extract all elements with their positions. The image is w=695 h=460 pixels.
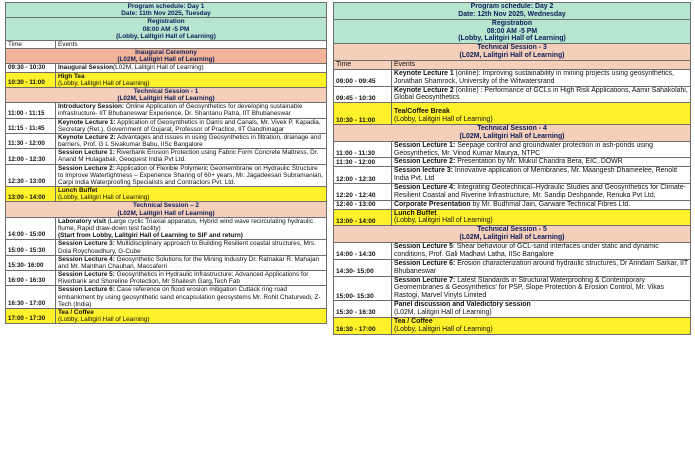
event-description: Application of Flexible Polymeric Geomembrane on Hydraulic Structure to Improve Watertightness – Experience Sharing of 60+ years, Mr. Jagadeesan Subramanian, Carpi India Waterproofing Specialists and Contractors Pvt. Ltd. — [58, 164, 323, 186]
day1-event-row — [6, 240, 327, 255]
event-description: Advantages and issues in using Geosynthetics in filtration, drainage and barriers, Prof. G L Sivakumar Babu, IISc Bangalore — [58, 133, 321, 149]
event-time: 11:00 - 11:30 — [334, 141, 392, 158]
event-time: 15:30- 16:00 — [6, 255, 56, 270]
event-description: : Shear behaviour of GCL-sand interfaces under static and dynamic conditions, Prof. Gali Madhavi Latha, IISc Bangalore — [394, 243, 659, 258]
day1-date: Date: 11th Nov 2025, Tuesday — [121, 10, 211, 18]
day1-events-header: Events — [56, 40, 327, 48]
event-details — [392, 103, 691, 125]
day1-event-row — [6, 217, 327, 240]
session-location: (L02M, Lalitgiri Hall of Learning) — [117, 95, 215, 103]
day2-session-row — [334, 44, 691, 61]
day1-event-row — [6, 286, 327, 309]
event-description: Geosynthetics in Hydraulic Infrastructure: Advanced Applications for Riverbank and Shoreline Protection, Mr Shailesh Garg,Tech Fab — [58, 271, 309, 286]
event-details — [56, 187, 327, 202]
break-title: Lunch Buffet — [58, 187, 98, 195]
break-location: (Lobby, Lalitgiri Hall of Learning) — [394, 217, 493, 225]
day1-registration-row — [6, 18, 327, 41]
day1-session-row — [6, 202, 327, 217]
event-title: Session Lecture 5 — [394, 243, 453, 251]
event-title: Keynote Lecture 1: — [58, 118, 116, 126]
day2-session-cell — [334, 44, 691, 61]
session-title: Technical Session - 4 — [477, 125, 547, 133]
event-details — [392, 184, 691, 201]
event-time: 17:00 - 17:30 — [6, 308, 56, 323]
event-title: Session Lecture 1: — [58, 149, 115, 157]
day2-break-row — [334, 209, 691, 226]
event-time: 15:00- 15:30 — [334, 276, 392, 301]
break-location: (Lobby, Lalitgiri Hall of Learning) — [394, 325, 493, 333]
day1-registration-location: (Lobby, Lalitgiri Hall of Learning) — [116, 32, 216, 40]
day1-ceremony-row — [6, 49, 327, 64]
event-details — [392, 276, 691, 301]
day2-event-row — [334, 141, 691, 158]
event-details — [392, 243, 691, 260]
event-time: 10:30 - 11:00 — [334, 103, 392, 125]
event-time: 10:30 - 11:00 — [6, 72, 56, 87]
day2-event-row — [334, 167, 691, 184]
day2-event-row — [334, 276, 691, 301]
day1-session-cell — [6, 87, 327, 102]
day2-session-row — [334, 125, 691, 142]
day1-event-row — [6, 255, 327, 270]
day2-session-cell — [334, 125, 691, 142]
event-details — [56, 217, 327, 240]
ceremony-location: (L02M, Lalitgiri Hall of Learning) — [117, 56, 215, 64]
event-description: Geosynthetic Solutions for the Mining Industry Dr. Ratnakar R. Mahajan and Mr. Manthan Chauhan, Maccaferri — [58, 255, 320, 270]
event-description: (online): Improving sustainability in mining projects using geosynthetics, Jonathan Shamrock, University of the Witwatersrand — [394, 69, 674, 85]
event-title: Keynote Lecture 2 — [394, 86, 454, 94]
event-time: 16:30 - 17:00 — [334, 317, 392, 334]
event-time: 15:30 - 16:30 — [334, 301, 392, 318]
day2-session-row — [334, 226, 691, 243]
break-title: Tea / Coffee — [394, 317, 433, 325]
day2-registration-location: (Lobby, Lalitgiri Hall of Learning) — [458, 35, 566, 43]
day1-break-row — [6, 308, 327, 323]
day1-title: Program schedule: Day 1 — [127, 3, 205, 10]
event-time: 13:00 - 14:00 — [6, 187, 56, 202]
event-title: Session Lecture 4: — [394, 184, 456, 192]
session-location: (L02M, Lalitgiri Hall of Learning) — [117, 209, 215, 217]
day1-break-row — [6, 72, 327, 87]
day2-registration-time: 08:00 AM -5 PM — [486, 27, 538, 35]
day1-ceremony-cell — [6, 49, 327, 64]
event-time: 09:00 - 09:45 — [334, 69, 392, 86]
day2-event-row — [334, 184, 691, 201]
day2-event-row — [334, 69, 691, 86]
session-title: Technical Session - 5 — [477, 226, 547, 234]
break-location: (Lobby, Lalitgiri Hall of Learning) — [58, 79, 150, 87]
event-title: Session Lecture 1: — [394, 141, 456, 149]
event-details — [56, 286, 327, 309]
event-time: 09:30 - 10:30 — [6, 64, 56, 72]
event-details — [56, 133, 327, 148]
event-title: Session Lecture 2: — [394, 158, 456, 166]
break-title: High Tea — [58, 72, 85, 80]
event-title: Keynote Lecture 1 — [394, 69, 454, 77]
day1-event-row — [6, 64, 327, 72]
event-title: Session Lecture 6: — [58, 286, 115, 294]
event-description: Latest Standards in Structural Waterproofing & Contemporary Geomembranes & Geosynthetics' for PSP, Slope Protection & Erosion Control, Mr. Vikas Rastogi, Marvel Vinyls Limited — [394, 276, 664, 300]
day2-events-header: Events — [392, 61, 691, 70]
day1-break-row — [6, 187, 327, 202]
event-time: 16:30 - 17:00 — [6, 286, 56, 309]
day2-registration-label: Registration — [491, 19, 533, 27]
day2-title-row — [334, 3, 691, 20]
event-title: Session lecture 3: — [394, 167, 453, 175]
event-title: Laboratory visit — [58, 217, 106, 225]
day1-schedule — [5, 2, 327, 324]
event-details — [392, 69, 691, 86]
day1-event-row — [6, 164, 327, 187]
event-time: 15:00 - 15:30 — [6, 240, 56, 255]
event-location: (L02M, Lalitgiri Hall of Learning) — [394, 308, 492, 316]
day2-title: Program schedule: Day 2 — [470, 3, 554, 10]
event-details — [56, 72, 327, 87]
day2-session-cell — [334, 226, 691, 243]
day2-event-row — [334, 243, 691, 260]
day2-event-row — [334, 158, 691, 167]
event-details — [392, 167, 691, 184]
event-description: Innovative application of Membranes, Mr. Maangesh Dhameelee, Renolit India Pvt. Ltd — [394, 167, 678, 183]
day2-event-row — [334, 259, 691, 276]
day2-registration-cell — [334, 19, 691, 44]
event-title: Corporate Presentation — [394, 200, 471, 208]
event-description: Integrating Geotechnical–Hydraulic Studies and Geosynthetics for Climate-Resilient Coastal and Riverine Infrastructure, Mr. Sandip Deshpande, Renuka Pvt Ltd, — [394, 184, 686, 199]
break-location: (Lobby, Lalitgiri Hall of Learning) — [394, 116, 493, 124]
event-details — [56, 103, 327, 118]
event-details — [392, 317, 691, 334]
session-location: (L02M, Lalitgiri Hall of Learning) — [459, 52, 565, 60]
day1-event-row — [6, 103, 327, 118]
day2-schedule — [333, 2, 691, 335]
event-note: (Start from Lobby, Lalitgiri Hall of Learning to SIF and return) — [58, 232, 243, 240]
day2-table — [333, 2, 691, 335]
day2-break-row — [334, 103, 691, 125]
event-description: (Large cyclic Triaxial apparatus, Hybrid wind wave recirculating hydraulic flume, Rapid draw-down test facility) — [58, 217, 314, 232]
event-title: Session Lecture 5: — [58, 271, 115, 279]
event-description: by Mr. Budhmal Jain, Garware Technical Fibres Ltd. — [470, 200, 631, 208]
day2-title-cell — [334, 3, 691, 20]
day1-registration-cell — [6, 18, 327, 41]
break-location: (Lobby, Lalitgiri Hall of Learning) — [58, 194, 150, 202]
event-time: 14:30- 15:00 — [334, 259, 392, 276]
session-title: Technical Session - 1 — [133, 87, 199, 95]
event-details — [56, 149, 327, 164]
event-time: 16:00 - 16:30 — [6, 271, 56, 286]
break-title: Tea/Coffee Break — [394, 108, 450, 116]
day2-time-header: Time — [334, 61, 392, 70]
day2-event-row — [334, 86, 691, 103]
event-time: 14:00 - 14:30 — [334, 243, 392, 260]
event-time: 12:00 - 12:30 — [334, 167, 392, 184]
day1-registration-time: 08:00 AM -5 PM — [142, 25, 190, 33]
event-description: Riverbank Erosion Protection using Fabric Form Concrete Mattress, Dr. Anand M Hulagabali, Geoquest India Pvt Ltd. — [58, 149, 319, 164]
event-title: Session Lecture 6: — [394, 259, 456, 267]
event-title: Session Lecture 3: — [58, 240, 115, 248]
event-details — [392, 209, 691, 226]
event-title: Session Lecture 2: — [58, 164, 115, 172]
day1-header-row — [6, 40, 327, 48]
break-title: Lunch Buffet — [394, 209, 437, 217]
event-details — [392, 86, 691, 103]
day2-event-row — [334, 200, 691, 209]
day1-table — [5, 2, 327, 324]
event-details — [56, 255, 327, 270]
event-description: Erosion characterization around hydraulic structures, Dr Arindam Sarkar, IIT Bhubaneswar — [394, 259, 689, 275]
event-time: 14:00 - 15:00 — [6, 217, 56, 240]
event-time: 09:45 - 10:30 — [334, 86, 392, 103]
event-description: Application of Geosynthetics in Dams and Canals, Mr. Vivek P. Kapadia, Secretary (Ret.), Government of Gujarat, Professor of Practice, IIT Gandhinagar — [58, 118, 321, 133]
event-time: 11:00 - 11:15 — [6, 103, 56, 118]
event-details — [392, 301, 691, 318]
event-description: (L02M, Lalitgiri Hall of Learning) — [113, 64, 204, 72]
day2-registration-row — [334, 19, 691, 44]
event-details — [56, 271, 327, 286]
event-details — [56, 164, 327, 187]
event-description: Multidisciplinary approach to Building Resilient coastal structures, Mrs. Dola Roychowdhury, G-Cube — [58, 240, 316, 255]
event-time: 11:15 - 11:45 — [6, 118, 56, 133]
event-time: 12:30 - 13:00 — [6, 164, 56, 187]
day1-event-row — [6, 271, 327, 286]
event-title: Inaugural Session — [58, 64, 114, 72]
day1-event-row — [6, 149, 327, 164]
session-title: Technical Session – 2 — [133, 202, 199, 210]
day1-title-cell — [6, 3, 327, 18]
event-time: 12:00 - 12:30 — [6, 149, 56, 164]
event-time: 12:40 - 13:00 — [334, 200, 392, 209]
day1-session-row — [6, 87, 327, 102]
event-title: Session Lecture 7: — [394, 276, 456, 284]
day2-event-row — [334, 301, 691, 318]
day2-header-row — [334, 61, 691, 70]
event-time: 13:00 - 14:00 — [334, 209, 392, 226]
event-title: Keynote Lecture 2: — [58, 133, 116, 141]
break-title: Tea / Coffee — [58, 308, 94, 316]
session-location: (L02M, Lalitgiri Hall of Learning) — [459, 132, 565, 140]
day2-break-row — [334, 317, 691, 334]
event-details — [56, 240, 327, 255]
event-description: Case reference on flood erosion mitigation Cuttack ring road embankment by using geosynthetic sand encapsulation geosystems Mr. Rohit Chaturvedi, Z-Tech (India) — [58, 286, 321, 308]
event-details — [56, 64, 327, 72]
event-description: (online) : Performance of GCLs in High Risk Applications, Aamir Sahakolahi, Global Geosynthetics — [394, 86, 688, 102]
event-time: 12:20 - 12:40 — [334, 184, 392, 201]
event-details — [392, 200, 691, 209]
event-time: 11:30 - 12:00 — [6, 133, 56, 148]
event-description: Presentation by Mr. Mukul Chandra Bera, EIC, DOWR — [455, 158, 623, 166]
day1-time-header: Time — [6, 40, 56, 48]
day1-event-row — [6, 118, 327, 133]
event-title: Panel discussion and Valedictory session — [394, 301, 531, 309]
event-details — [392, 259, 691, 276]
day2-date: Date: 12th Nov 2025, Wednesday — [458, 10, 566, 18]
event-description: Seepage control and groundwater protection in ash-ponds using Geosynthetics, Mr. Vinod Kumar Maurya, NTPC — [394, 141, 653, 157]
day1-title-row — [6, 3, 327, 18]
day1-event-row — [6, 133, 327, 148]
ceremony-title: Inaugural Ceremony — [135, 49, 197, 57]
break-location: (Lobby, Lalitgiri Hall of Learning) — [58, 316, 150, 324]
event-title: Introductory Session: — [58, 103, 125, 111]
session-title: Technical Session - 3 — [477, 44, 547, 52]
event-details — [56, 308, 327, 323]
day1-registration-label: Registration — [147, 18, 185, 26]
day1-session-cell — [6, 202, 327, 217]
event-time: 11:30 - 12:00 — [334, 158, 392, 167]
event-description: Online Application of Geosynthetics for developing sustainable infrastructure- IIT Bhubaneswar Experience, Dr. Shantanu Patra, IIT Bhubaneswar — [58, 103, 303, 118]
event-details — [392, 141, 691, 158]
event-details — [56, 118, 327, 133]
event-details — [392, 158, 691, 167]
session-location: (L02M, Lalitgiri Hall of Learning) — [459, 234, 565, 242]
event-title: Session Lecture 4: — [58, 255, 115, 263]
